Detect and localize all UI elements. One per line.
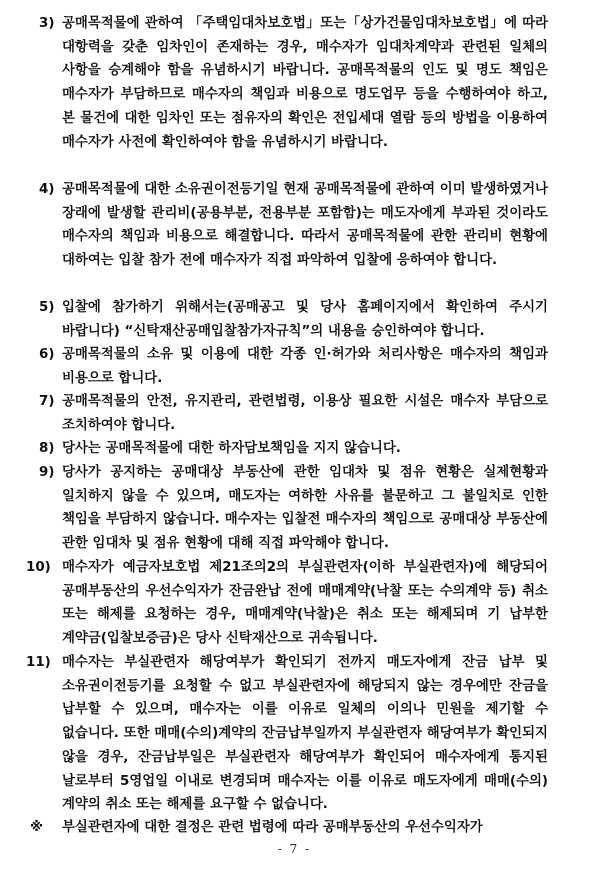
paragraph-number: 3) <box>39 16 55 31</box>
paragraph-text: 공매목적물에 대한 소유권이전등기일 현재 공매목적물에 관하여 이미 발생하였거나 장래에 발생할 관리비(공용부분, 전용부분 포함함)는 매도자에게 부과된 것이라도 매수자의 책임과 비용으로 해결합니다. 따라서 공매목적물에 관한 관리비 현황에 대하여는 입찰 참가 전에 매수자가 직접 파악하여 입찰에 응하여야 합니다. <box>62 182 548 269</box>
paragraph-text: 매수자는 부실관련자 해당여부가 확인되기 전까지 매도자에게 잔금 납부 및 소유권이전등기를 요청할 수 없고 부실관련자에 해당되지 않는 경우에만 잔금을 납부할 수 있으며, 매수자는 이를 이유로 일체의 이의나 민원을 제기할 수 없습니다. 또한 매매(수의)계약의 잔금납부일까지 부실관련자 해당여부가 확인되지 않을 경우, 잔금납부일은 부실관련자 해당여부가 확인되어 매수자에게 통지된 날로부터 5영업일 이내로 변경되며 매수자는 이를 이유로 매도자에게 매매(수의)계약의 취소 또는 해제를 요구할 수 없습니다. <box>62 655 548 813</box>
paragraph-text: 입찰에 참가하기 위해서는(공매공고 및 당사 홈페이지에서 확인하여 주시기 바랍니다) “신탁재산공매입찰참가자규칙”의 내용을 승인하여야 합니다. <box>62 300 548 339</box>
paragraph-number: 5) <box>39 300 55 315</box>
paragraph-number: 11) <box>26 655 51 670</box>
paragraph-number: 7) <box>39 394 55 409</box>
paragraph-text: 매수자가 예금자보호법 제21조의2의 부실관련자(이하 부실관련자)에 해당되어 공매부동산의 우선수익자가 잔금완납 전에 매매계약(낙찰 또는 수의계약 등) 취소 또는 해제를 요청하는 경우, 매매계약(낙찰)은 취소 또는 해제되며 기 납부한 계약금(입찰보증금)은 당사 신탁재산으로 귀속됩니다. <box>62 560 548 647</box>
paragraph-text: 부실관련자에 대한 결정은 관련 법령에 따라 공매부동산의 우선수익자가 <box>62 820 483 835</box>
paragraph-text: 당사가 공지하는 공매대상 부동산에 관한 임대차 및 점유 현황은 실제현황과 일치하지 않을 수 있으며, 매도자는 여하한 사유를 불문하고 그 불일치로 인한 책임을 부담하지 않습니다. 매수자는 입찰전 매수자의 책임으로 공매대상 부동산에 관한 임대차 및 점유 현황에 대해 직접 파악해야 합니다. <box>62 465 548 552</box>
note-mark: ※ <box>30 820 44 835</box>
paragraph-text: 공매목적물의 안전, 유지관리, 관련법령, 이용상 필요한 시설은 매수자 부담으로 조치하여야 합니다. <box>62 394 548 433</box>
paragraph-number: 8) <box>39 441 55 456</box>
paragraph-text: 공매목적물에 관하여 「주택임대차보호법」또는「상가건물임대차보호법」에 따라 대항력을 갖춘 임차인이 존재하는 경우, 매수자가 임대차계약과 관련된 일체의 사항을 승계해야 함을 유념하시기 바랍니다. 공매목적물의 인도 및 명도 책임은 매수자가 부담하므로 매수자의 책임과 비용으로 명도업무 등을 수행하여야 하고, 본 물건에 대한 임차인 또는 점유자의 확인은 전입세대 열람 등의 방법을 이용하여 매수자가 사전에 확인하여야 함을 유념하시기 바랍니다. <box>62 16 548 150</box>
paragraph-number: 4) <box>39 182 55 197</box>
paragraph-text: 공매목적물의 소유 및 이용에 대한 각종 인·허가와 처리사항은 매수자의 책임과 비용으로 합니다. <box>62 347 548 386</box>
paragraph-text: 당사는 공매목적물에 대한 하자담보책임을 지지 않습니다. <box>62 441 401 456</box>
paragraph-number: 9) <box>39 465 55 480</box>
page-number: - 7 - <box>277 842 312 856</box>
paragraph-number: 10) <box>26 560 51 575</box>
paragraph-number: 6) <box>39 347 55 362</box>
